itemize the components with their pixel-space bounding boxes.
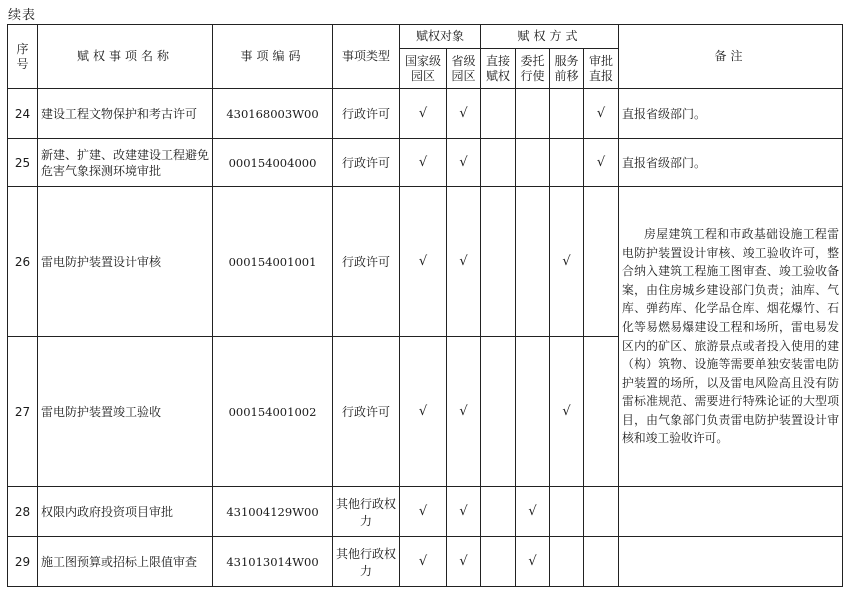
header-item-code: 事项编码 — [213, 25, 333, 89]
row-item-type: 行政许可 — [333, 89, 400, 139]
check-mark: √ — [400, 139, 447, 187]
header-remark: 备注 — [619, 25, 843, 89]
header-item-type: 事项类型 — [333, 25, 400, 89]
table-row — [8, 537, 843, 587]
row-item-name: 权限内政府投资项目审批 — [38, 487, 213, 537]
header-grant-object: 赋权对象 — [400, 25, 481, 49]
row-item-type: 其他行政权力 — [333, 487, 400, 537]
empty-cell — [584, 537, 619, 587]
grant-items-table — [7, 24, 843, 587]
header-object-national: 国家级园区 — [400, 49, 447, 89]
empty-cell — [516, 187, 550, 337]
row-item-code: 431013014W00 — [213, 537, 333, 587]
header-method-direct: 直接赋权 — [481, 49, 516, 89]
header-method-service: 服务前移 — [550, 49, 584, 89]
check-mark: √ — [516, 537, 550, 587]
check-mark: √ — [400, 337, 447, 487]
check-mark: √ — [400, 487, 447, 537]
check-mark: √ — [400, 187, 447, 337]
check-mark: √ — [447, 487, 481, 537]
check-mark: √ — [516, 487, 550, 537]
header-grant-method: 赋权方式 — [481, 25, 619, 49]
empty-cell — [550, 537, 584, 587]
row-item-type: 行政许可 — [333, 139, 400, 187]
row-seq: 24 — [8, 89, 38, 139]
empty-cell — [481, 337, 516, 487]
check-mark: √ — [400, 89, 447, 139]
empty-cell — [516, 89, 550, 139]
row-item-name: 新建、扩建、改建建设工程避免危害气象探测环境审批 — [38, 139, 213, 187]
row-item-name: 建设工程文物保护和考古许可 — [38, 89, 213, 139]
table-row — [8, 187, 843, 337]
row-seq: 29 — [8, 537, 38, 587]
empty-cell — [550, 139, 584, 187]
empty-note — [619, 537, 843, 587]
table-row — [8, 139, 843, 187]
check-mark: √ — [447, 537, 481, 587]
empty-cell — [481, 537, 516, 587]
empty-cell — [584, 337, 619, 487]
row-item-code: 431004129W00 — [213, 487, 333, 537]
header-object-provincial: 省级园区 — [447, 49, 481, 89]
check-mark: √ — [584, 139, 619, 187]
merged-note: 房屋建筑工程和市政基础设施工程雷电防护装置设计审核、竣工验收许可，整合纳入建筑工程施工图审查、竣工验收备案，由住房城乡建设部门负责；油库、气库、弹药库、化学品仓库、烟花爆竹、石化等易燃易爆建设工程和场所，雷电易发区内的矿区、旅游景点或者投入使用的建（构）筑物、设施等需要单独安装雷电防护装置的场所，以及雷电风险高且没有防雷标准规范、需要进行特殊论证的大型项目，由气象部门负责雷电防护装置设计审核和竣工验收许可。 — [619, 187, 843, 487]
header-seq: 序号 — [8, 25, 38, 89]
check-mark: √ — [447, 139, 481, 187]
table-row — [8, 89, 843, 139]
table-row — [8, 487, 843, 537]
empty-cell — [550, 487, 584, 537]
check-mark: √ — [400, 537, 447, 587]
row-note: 直报省级部门。 — [619, 89, 843, 139]
check-mark: √ — [550, 187, 584, 337]
check-mark: √ — [447, 89, 481, 139]
row-item-code: 000154001001 — [213, 187, 333, 337]
header-method-approval: 审批直报 — [584, 49, 619, 89]
check-mark: √ — [584, 89, 619, 139]
empty-cell — [516, 139, 550, 187]
check-mark: √ — [447, 337, 481, 487]
empty-cell — [516, 337, 550, 487]
empty-note — [619, 487, 843, 537]
row-item-type: 行政许可 — [333, 187, 400, 337]
empty-cell — [481, 139, 516, 187]
row-seq: 28 — [8, 487, 38, 537]
row-seq: 27 — [8, 337, 38, 487]
empty-cell — [584, 187, 619, 337]
continued-label: 续表 — [8, 8, 37, 23]
row-item-name: 施工图预算或招标上限值审查 — [38, 537, 213, 587]
empty-cell — [550, 89, 584, 139]
check-mark: √ — [550, 337, 584, 487]
empty-cell — [481, 487, 516, 537]
row-seq: 26 — [8, 187, 38, 337]
header-item-name: 赋权事项名称 — [38, 25, 213, 89]
row-item-code: 000154001002 — [213, 337, 333, 487]
empty-cell — [481, 89, 516, 139]
row-item-type: 行政许可 — [333, 337, 400, 487]
check-mark: √ — [447, 187, 481, 337]
row-item-name: 雷电防护装置设计审核 — [38, 187, 213, 337]
empty-cell — [584, 487, 619, 537]
row-note: 直报省级部门。 — [619, 139, 843, 187]
row-item-code: 430168003W00 — [213, 89, 333, 139]
row-item-type: 其他行政权力 — [333, 537, 400, 587]
empty-cell — [481, 187, 516, 337]
row-item-name: 雷电防护装置竣工验收 — [38, 337, 213, 487]
row-seq: 25 — [8, 139, 38, 187]
row-item-code: 000154004000 — [213, 139, 333, 187]
header-method-entrust: 委托行使 — [516, 49, 550, 89]
